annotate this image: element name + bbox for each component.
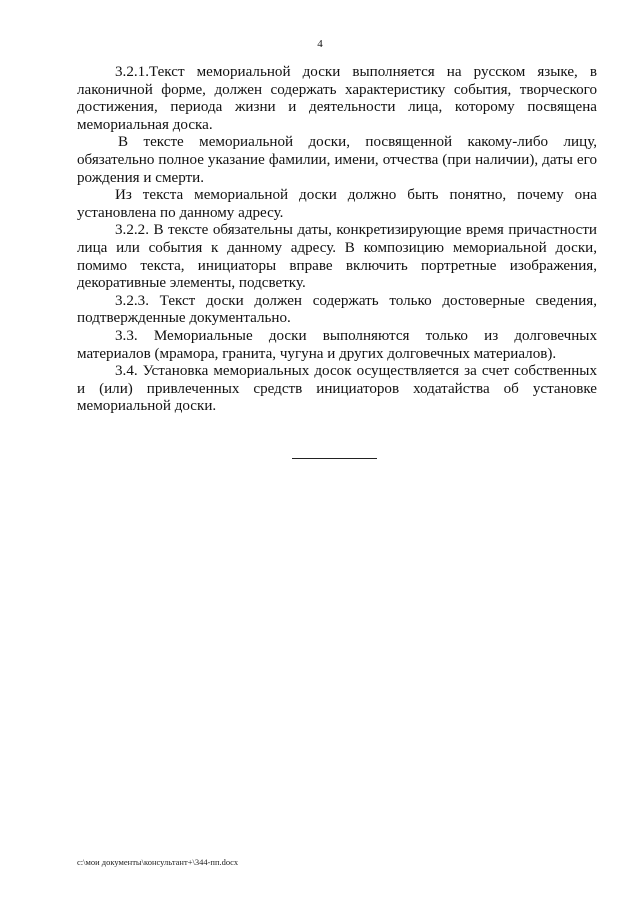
paragraph-person-name-requirements: В тексте мемориальной доски, посвященной какому-либо лицу, обязательно полное указание фамилии, имени, отчества (при наличии), даты его рождения и смерти. [77,134,597,186]
end-of-document-rule [292,458,377,459]
document-body [77,64,597,416]
footer-file-path: c:\мои документы\консультант+\344-пп.docx [77,857,239,867]
paragraph-3-2-3: 3.2.3. Текст доски должен содержать только достоверные сведения, подтвержденные документально. [77,292,597,327]
paragraph-3-3: 3.3. Мемориальные доски выполняются только из долговечных материалов (мрамора, гранита, чугуна и других долговечных материалов). [77,327,597,362]
paragraph-3-4: 3.4. Установка мемориальных досок осуществляется за счет собственных и (или) привлеченных средств инициаторов ходатайства об установке мемориальной доски. [77,363,597,415]
paragraph-address-reason: Из текста мемориальной доски должно быть понятно, почему она установлена по данному адресу. [77,187,597,221]
paragraph-3-2-2: 3.2.2. В тексте обязательны даты, конкретизирующие время причастности лица или события к данному адресу. В композицию мемориальной доски, помимо текста, инициаторы вправе включить портретные изображения, декоративные элементы, подсветку. [77,222,597,292]
paragraph-3-2-1: 3.2.1.Текст мемориальной доски выполняется на русском языке, в лаконичной форме, должен содержать характеристику события, творческого достижения, периода жизни и деятельности лица, которому посвящена мемориальная доска. [77,64,597,133]
page-number: 4 [317,38,323,50]
